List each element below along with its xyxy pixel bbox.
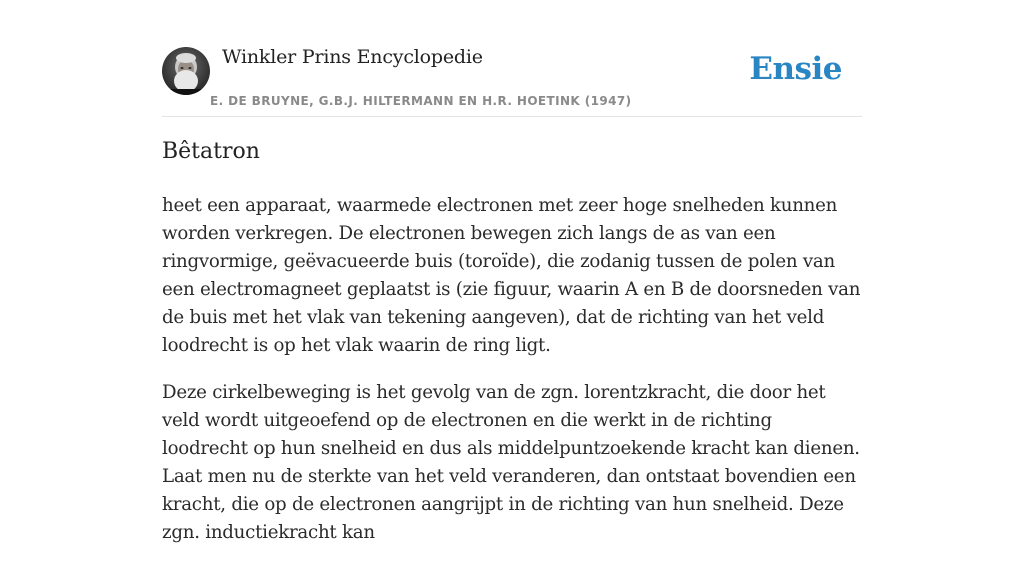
portrait-avatar-icon	[162, 47, 210, 95]
article-body	[162, 192, 862, 566]
article-title: Bêtatron	[162, 139, 260, 164]
authors-byline: E. DE BRUYNE, G.B.J. HILTERMANN EN H.R. HOETINK (1947)	[210, 94, 632, 108]
page	[162, 0, 862, 543]
ensie-logo[interactable]: Ensie	[749, 51, 842, 87]
author-avatar[interactable]	[162, 47, 210, 95]
article-paragraph: heet een apparaat, waarmede electronen met zeer hoge snelheden kunnen worden verkregen. De electronen bewegen zich langs de as van een ringvormige, geëvacueerde buis (toroïde), die zodanig tussen de polen van een electromagneet geplaatst is (zie figuur, waarin A en B de doorsneden van de buis met het vlak van tekening aangeven), dat de richting van het veld loodrecht is op het vlak waarin de ring ligt.	[162, 195, 861, 356]
site-header	[162, 0, 862, 117]
article-paragraph: Deze cirkelbeweging is het gevolg van de zgn. lorentzkracht, die door het veld wordt uitgeoefend op de electronen en die werkt in de richting loodrecht op hun snelheid en dus als middelpuntzoekende kracht kan dienen. Laat men nu de sterkte van het veld veranderen, dan ontstaat bovendien een kracht, die op de electronen aangrijpt in de richting van hun snelheid. Deze zgn. inductiekracht kan	[162, 382, 860, 543]
site-title[interactable]: Winkler Prins Encyclopedie	[222, 46, 483, 68]
